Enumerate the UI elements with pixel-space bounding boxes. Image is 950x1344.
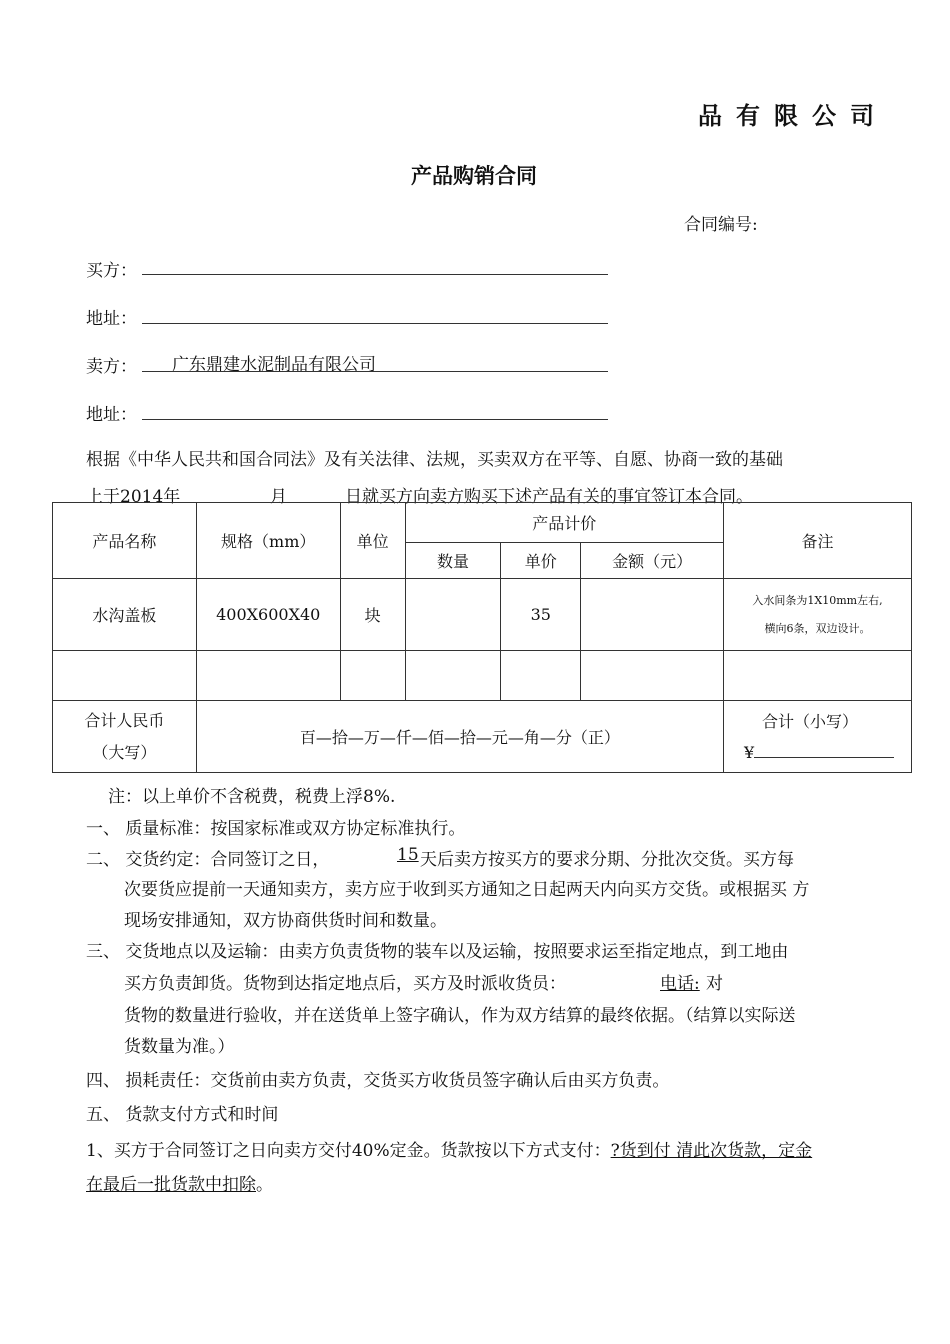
total-label-line-1: 合计人民币 <box>84 710 165 730</box>
intro-line-1: 根据《中华人民共和国合同法》及有关法律、法规，买卖双方在平等、自愿、协商一致的基础 <box>86 450 783 470</box>
term-transport-line-1: 三、 交货地点以及运输：由卖方负责货物的装车以及运输，按照要求运至指定地点，到工地由 <box>86 942 789 962</box>
header-unit: 单位 <box>340 503 405 579</box>
remarks-line-1: 入水间条为1X10mm左右, <box>752 593 883 607</box>
buyer-address-field[interactable] <box>142 323 608 324</box>
cell-product-name: 水沟盖板 <box>53 579 197 651</box>
total-label-line-2: （大写） <box>92 742 157 762</box>
cell-quantity[interactable] <box>405 579 501 651</box>
header-unit-price: 单价 <box>501 543 581 579</box>
total-small <box>724 701 912 773</box>
term-transport-line-2: 买方负责卸货。货物到达指定地点后，买方及时派收货员： <box>124 974 566 994</box>
term-delivery-rest: 天后卖方按买方的要求分期、分批次交货。买方每 <box>420 850 794 870</box>
intro-month: 月 <box>270 487 287 507</box>
term-transport-line-3: 货物的数量进行验收，并在送货单上签字确认，作为双方结算的最终依据。（结算以实际送 <box>124 1006 796 1026</box>
seller-address-label: 地址： <box>86 405 137 425</box>
header-quantity: 数量 <box>405 543 501 579</box>
buyer-field[interactable] <box>142 274 608 275</box>
empty-cell[interactable] <box>53 651 197 701</box>
term-delivery-prefix: 二、 交货约定：合同签订之日， <box>86 850 330 870</box>
header-spec: 规格（mm） <box>196 503 340 579</box>
empty-cell[interactable] <box>581 651 724 701</box>
empty-cell[interactable] <box>196 651 340 701</box>
product-table <box>52 502 912 773</box>
tax-note: 注：以上单价不含税费，税费上浮8%. <box>108 787 396 807</box>
term-delivery-line-2: 次要货应提前一天通知卖方，卖方应于收到买方通知之日起两天内向买方交货。或根据买 方 <box>124 880 810 900</box>
header-amount: 金额（元） <box>581 543 724 579</box>
empty-cell[interactable] <box>405 651 501 701</box>
total-small-label: 合计（小写） <box>762 711 859 731</box>
cell-amount[interactable] <box>581 579 724 651</box>
term-payment-heading: 五、 货款支付方式和时间 <box>86 1105 279 1125</box>
payment-line-1-underlined: ?货到付 清此次货款，定金 <box>610 1141 813 1161</box>
document-title: 产品购销合同 <box>411 163 537 188</box>
table-row <box>53 579 912 651</box>
empty-cell[interactable] <box>501 651 581 701</box>
term-transport-line-2-suffix: 对 <box>706 974 723 994</box>
company-name: 品有限公司 <box>698 101 888 130</box>
cell-unit-price: 35 <box>501 579 581 651</box>
payment-line-2-end: 。 <box>256 1175 273 1195</box>
total-label <box>53 701 197 773</box>
term-delivery-days: 15 <box>397 845 419 865</box>
buyer-address-label: 地址： <box>86 309 137 329</box>
intro-line-2-rest: 日就买方向卖方购买下述产品有关的事宜签订本合同。 <box>345 487 753 507</box>
term-loss: 四、 损耗责任：交货前由卖方负责，交货买方收货员签字确认后由买方负责。 <box>86 1071 670 1091</box>
term-transport-line-4: 货数量为准。） <box>124 1037 235 1057</box>
table-row-empty <box>53 651 912 701</box>
cell-remarks <box>724 579 912 651</box>
empty-cell[interactable] <box>724 651 912 701</box>
empty-cell[interactable] <box>340 651 405 701</box>
total-small-field[interactable] <box>744 738 911 768</box>
header-remarks: 备注 <box>724 503 912 579</box>
term-quality: 一、 质量标准：按国家标准或双方协定标准执行。 <box>86 819 466 839</box>
buyer-label: 买方： <box>86 261 137 281</box>
seller-field-line <box>142 371 608 372</box>
cell-unit: 块 <box>340 579 405 651</box>
seller-name: 广东鼎建水泥制品有限公司 <box>172 355 376 375</box>
seller-address-field[interactable] <box>142 419 608 420</box>
header-product-name: 产品名称 <box>53 503 197 579</box>
yen-symbol: ¥ <box>744 742 755 762</box>
header-pricing-group: 产品计价 <box>405 503 723 543</box>
seller-label: 卖方： <box>86 357 137 377</box>
term-delivery-line-3: 现场安排通知，双方协商供货时间和数量。 <box>124 911 447 931</box>
cell-spec: 400X600X40 <box>196 579 340 651</box>
total-chinese-amount[interactable]: 百—拾—万—仟—佰—拾—元—角—分（正） <box>196 701 723 773</box>
total-row <box>53 701 912 773</box>
contract-number-label: 合同编号: <box>684 215 758 235</box>
payment-line-2 <box>86 1170 273 1195</box>
term-transport-phone: 电话: <box>660 974 700 994</box>
payment-line-1-prefix: 1、买方于合同签订之日向卖方交付40%定金。货款按以下方式支付： <box>86 1141 611 1161</box>
payment-line-1 <box>86 1136 812 1161</box>
payment-line-2-underlined: 在最后一批货款中扣除 <box>86 1175 256 1195</box>
intro-line-2-prefix: 上于2014年 <box>86 487 181 507</box>
remarks-line-2: 横向6条，双边设计。 <box>764 621 871 635</box>
